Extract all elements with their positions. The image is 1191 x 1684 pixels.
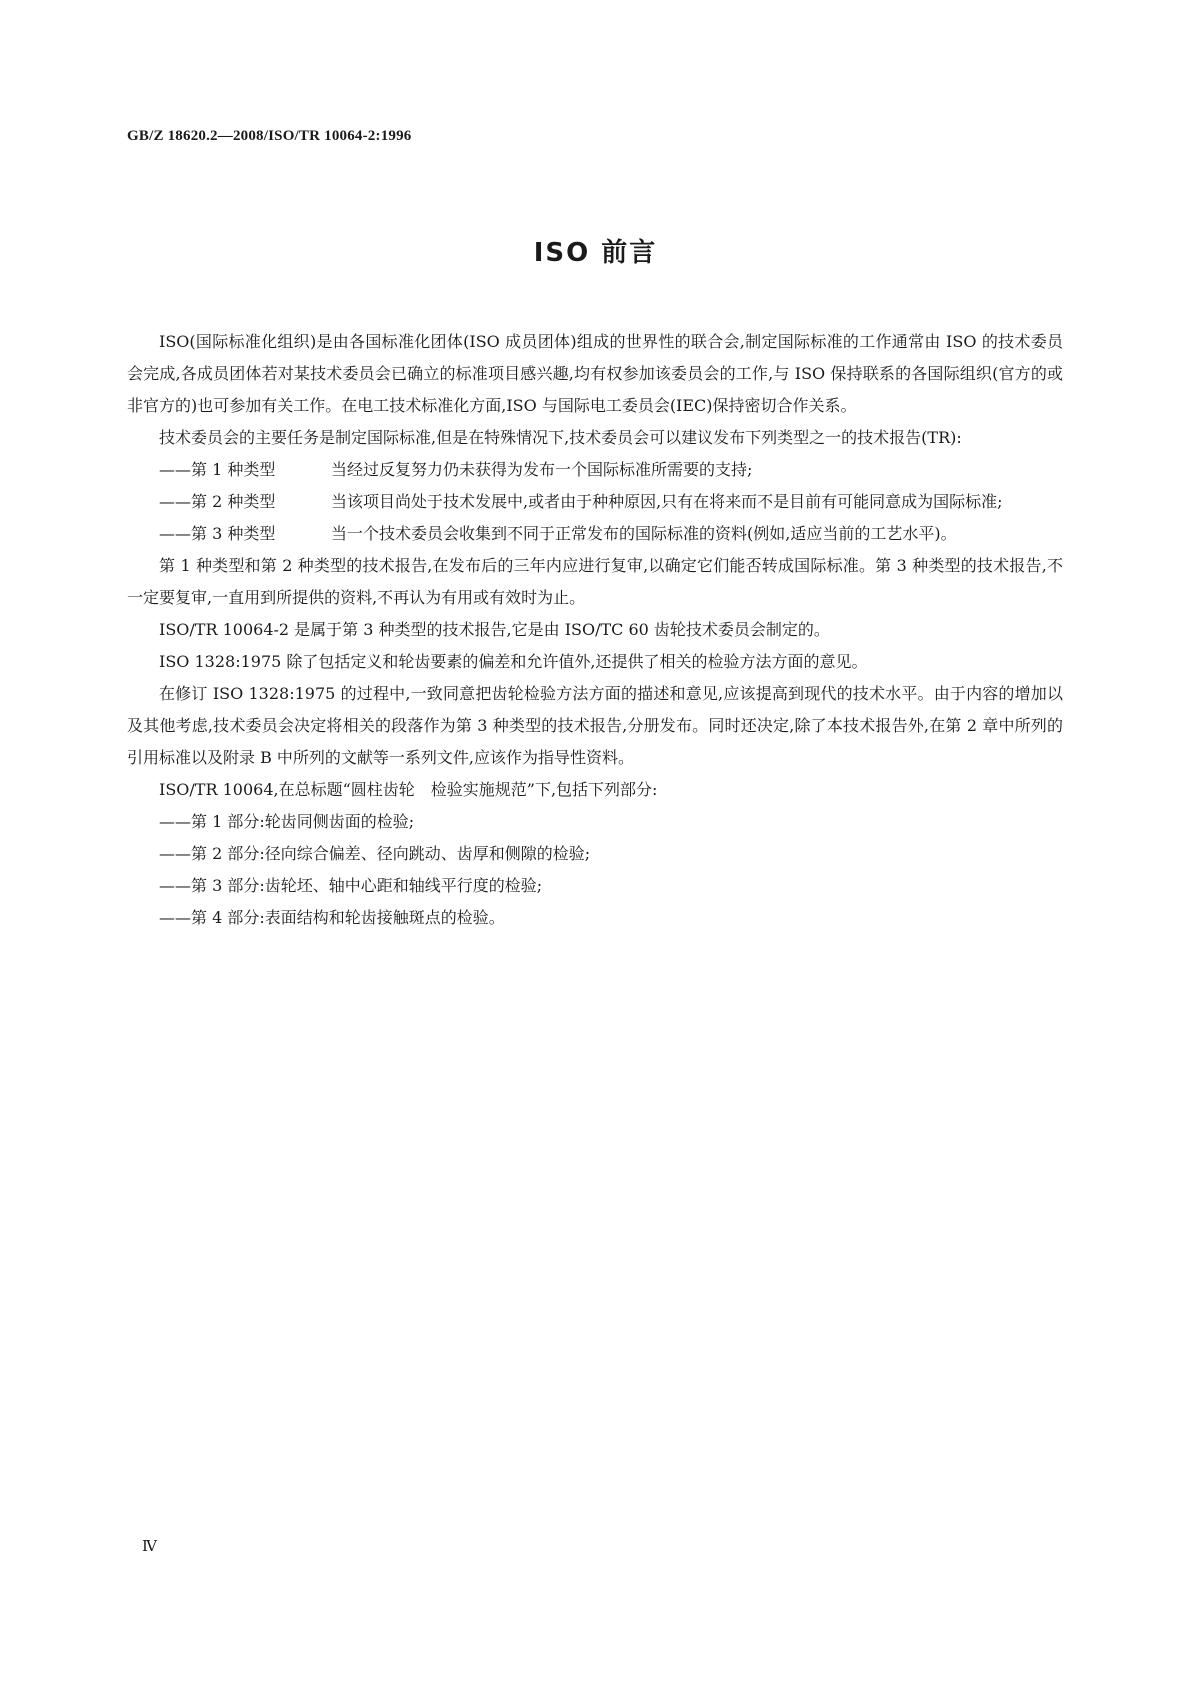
page-title: ISO 前言 bbox=[533, 238, 658, 268]
list-item-part-2: ——第 2 部分:径向综合偏差、径向跳动、齿厚和侧隙的检验; bbox=[159, 844, 591, 863]
page-number: Ⅳ bbox=[142, 1539, 157, 1555]
foreword-body bbox=[127, 326, 1063, 934]
paragraph-iso-intro: ISO(国际标准化组织)是由各国标准化团体(ISO 成员团体)组成的世界性的联合会,制定国际标准的工作通常由 ISO 的技术委员会完成,各成员团体若对某技术委员会已确立的标准项目感兴趣,均有权参加该委员会的工作,与 ISO 保持联系的各国际组织(官方的或非官方的)也可参加有关工作。在电工技术标准化方面,ISO 与国际电工委员会(IEC)保持密切合作关系。 bbox=[127, 332, 1063, 415]
type-label: ——第 3 种类型 bbox=[159, 524, 276, 543]
paragraph-revision: 在修订 ISO 1328:1975 的过程中,一致同意把齿轮检验方法方面的描述和意见,应该提高到现代的技术水平。由于内容的增加以及其他考虑,技术委员会决定将相关的段落作为第 3 种类型的技术报告,分册发布。同时还决定,除了本技术报告外,在第 2 章中所列的引用标准以及附录 B 中所列的文献等一系列文件,应该作为指导性资料。 bbox=[127, 684, 1063, 767]
type-description: 当一个技术委员会收集到不同于正常发布的国际标准的资料(例如,适应当前的工艺水平)。 bbox=[331, 524, 957, 543]
paragraph-iso-tr-10064-2: ISO/TR 10064-2 是属于第 3 种类型的技术报告,它是由 ISO/TC 60 齿轮技术委员会制定的。 bbox=[159, 620, 830, 639]
list-item-type-1 bbox=[127, 454, 1063, 486]
paragraph-technical-report-types: 技术委员会的主要任务是制定国际标准,但是在特殊情况下,技术委员会可以建议发布下列类型之一的技术报告(TR): bbox=[159, 428, 962, 447]
paragraph-parts-intro: ISO/TR 10064,在总标题“圆柱齿轮 检验实施规范”下,包括下列部分: bbox=[159, 780, 658, 799]
type-label: ——第 2 种类型 bbox=[159, 492, 276, 511]
list-item-part-3: ——第 3 部分:齿轮坯、轴中心距和轴线平行度的检验; bbox=[159, 876, 543, 895]
paragraph-review: 第 1 种类型和第 2 种类型的技术报告,在发布后的三年内应进行复审,以确定它们能否转成国际标准。第 3 种类型的技术报告,不一定要复审,一直用到所提供的资料,不再认为有用或有效时为止。 bbox=[127, 556, 1063, 607]
list-item-part-4: ——第 4 部分:表面结构和轮齿接触斑点的检验。 bbox=[159, 908, 505, 927]
paragraph-iso-1328: ISO 1328:1975 除了包括定义和轮齿要素的偏差和允许值外,还提供了相关的检验方法方面的意见。 bbox=[159, 652, 868, 671]
type-label: ——第 1 种类型 bbox=[159, 460, 276, 479]
standard-code-header: GB/Z 18620.2—2008/ISO/TR 10064-2:1996 bbox=[127, 128, 412, 144]
type-description: 当该项目尚处于技术发展中,或者由于种种原因,只有在将来而不是目前有可能同意成为国际标准; bbox=[331, 492, 1003, 511]
type-description: 当经过反复努力仍未获得为发布一个国际标准所需要的支持; bbox=[331, 460, 753, 479]
list-item-type-2 bbox=[127, 486, 1063, 518]
list-item-type-3 bbox=[127, 518, 1063, 550]
list-item-part-1: ——第 1 部分:轮齿同侧齿面的检验; bbox=[159, 812, 415, 831]
